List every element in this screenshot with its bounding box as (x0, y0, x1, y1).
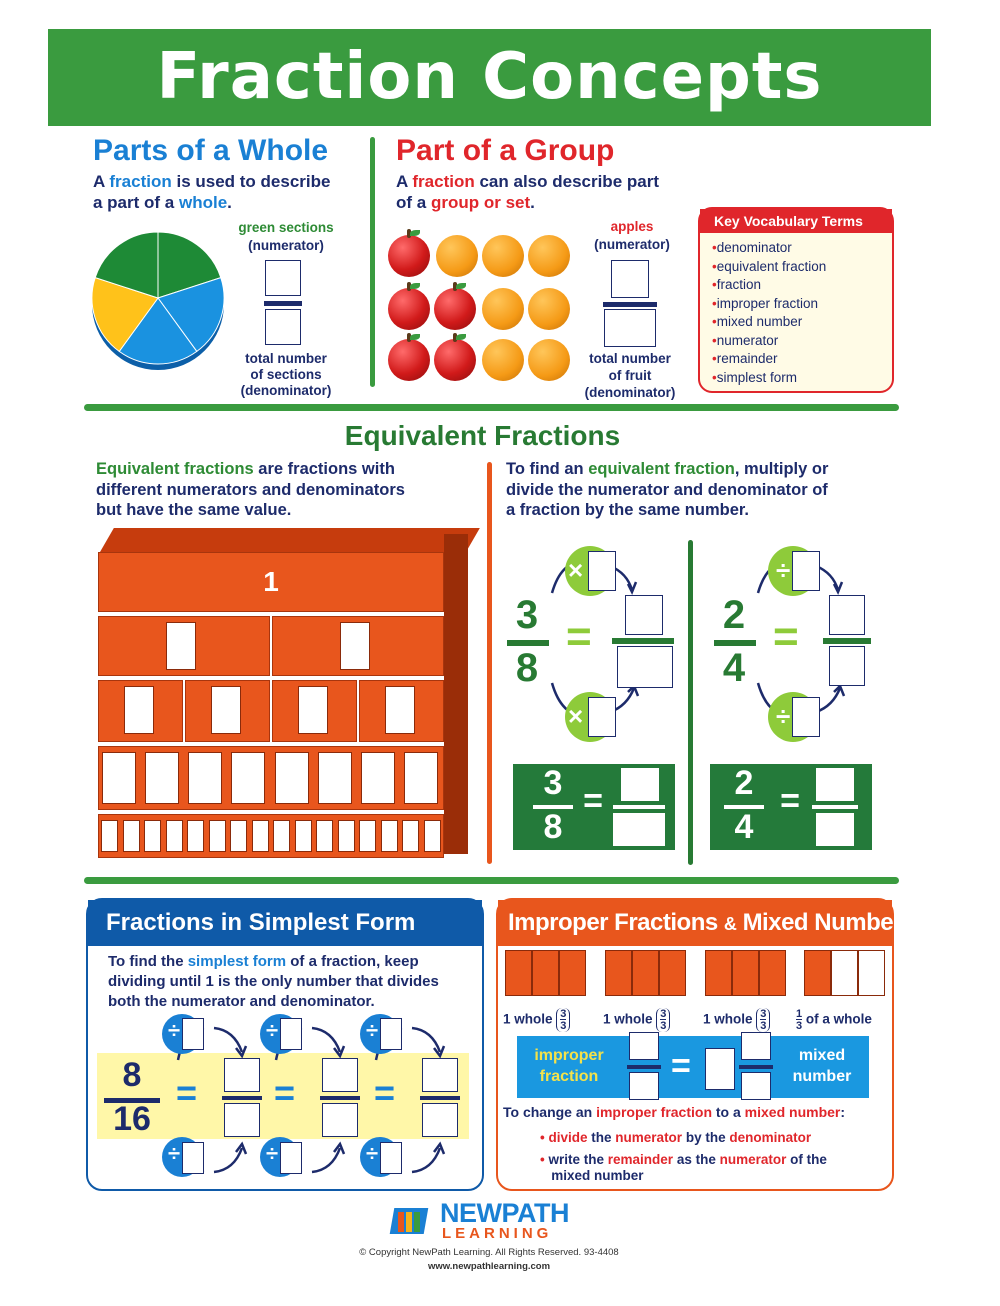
blank-box (792, 697, 820, 737)
example1-denominator: 8 (515, 646, 539, 690)
blank-box (588, 697, 616, 737)
blank-box (101, 820, 118, 852)
blank-box (322, 1058, 358, 1092)
group-description: A fraction can also describe part of a group or set. (396, 172, 659, 212)
bar-side-face (444, 534, 468, 854)
blank-box (102, 752, 136, 804)
bar-top-face (100, 528, 480, 552)
orange-icon (528, 288, 570, 330)
blank-box (359, 820, 376, 852)
newpath-logo-text: NEWPATH (440, 1198, 569, 1228)
answer-panel-2 (710, 764, 872, 850)
fraction-bar (613, 805, 665, 809)
vocab-item: • mixed number (712, 313, 892, 332)
fraction-bar (612, 638, 674, 644)
equals-sign: = (773, 612, 799, 661)
blank-box (280, 1142, 302, 1174)
vocabulary-heading: Key Vocabulary Terms (700, 209, 892, 233)
blank-box (629, 1032, 659, 1060)
fraction-bar (320, 1096, 360, 1100)
fruit-group (386, 231, 586, 381)
whole-numerator-label-1: green sections (238, 220, 334, 235)
blank-box (422, 1058, 458, 1092)
panel-numerator: 2 (734, 764, 754, 802)
blank-box (621, 768, 659, 801)
blank-box (144, 820, 161, 852)
third-section (605, 950, 632, 996)
blank-box (380, 1018, 402, 1050)
blank-box (617, 646, 673, 688)
simplest-heading: Fractions in Simplest Form (88, 900, 482, 946)
blank-box (741, 1072, 771, 1100)
whole-denominator-label: total number of sections (denominator) (240, 351, 332, 398)
blank-box (123, 820, 140, 852)
divide-icon: ÷ (768, 692, 818, 742)
answer-panel-1 (513, 764, 675, 850)
group-numerator-box (611, 260, 649, 298)
improper-to-mixed-panel (517, 1036, 869, 1098)
equals-sign: = (583, 782, 603, 820)
group-numerator-label-2: (numerator) (594, 237, 670, 252)
third-section (732, 950, 759, 996)
blank-box (298, 686, 328, 734)
panel-denominator: 8 (543, 808, 563, 846)
third-section (659, 950, 686, 996)
website: www.newpathlearning.com (427, 1261, 551, 1272)
multiply-icon: × (565, 546, 615, 596)
equals-sign: = (671, 1047, 691, 1085)
whole-heading: Parts of a Whole (93, 134, 329, 167)
blank-box (322, 1103, 358, 1137)
pie-chart (86, 224, 236, 374)
blank-box (273, 820, 290, 852)
one-whole-label: 1 whole $\frac{3}{3}$ (503, 1008, 570, 1032)
blank-box (816, 813, 854, 846)
third-section (532, 950, 559, 996)
orange-icon (482, 235, 524, 277)
orange-icon (482, 288, 524, 330)
vocab-item: • remainder (712, 350, 892, 369)
whole-numerator-box (265, 260, 301, 296)
whole-bar-label: 1 (263, 566, 279, 597)
blank-box (231, 752, 265, 804)
blank-box (182, 1018, 204, 1050)
blank-box (829, 646, 865, 686)
section-divider (84, 404, 899, 411)
blank-box (295, 820, 312, 852)
blank-box (424, 820, 441, 852)
blank-box (188, 752, 222, 804)
fraction-bar (264, 301, 302, 306)
vocab-item: • simplest form (712, 369, 892, 388)
divide-icon: ÷ (360, 1137, 400, 1177)
apple-icon (388, 339, 430, 381)
divide-icon: ÷ (360, 1014, 400, 1054)
blank-box (166, 820, 183, 852)
blank-box (124, 686, 154, 734)
equals-sign: = (176, 1072, 198, 1113)
blank-box (380, 1142, 402, 1174)
blank-box (625, 595, 663, 635)
simplest-numerator: 8 (122, 1056, 142, 1094)
blank-box (338, 820, 355, 852)
improper-fraction-label: improper fraction (534, 1047, 604, 1085)
group-heading: Part of a Group (396, 134, 615, 167)
whole-description: A fraction is used to describe a part of a whole. (93, 172, 331, 212)
equals-sign: = (374, 1072, 396, 1113)
vocabulary-box (698, 207, 894, 393)
blank-box (209, 820, 226, 852)
group-denominator-box (604, 309, 656, 347)
third-section (759, 950, 786, 996)
fraction-bar (812, 805, 858, 809)
blank-box (705, 1048, 735, 1090)
vocab-item: • denominator (712, 239, 892, 258)
third-section (831, 950, 858, 996)
panel-numerator: 3 (543, 764, 563, 802)
sixteenth-boxes (98, 818, 444, 854)
panel-denominator: 4 (734, 808, 754, 846)
simplest-denominator: 16 (113, 1100, 151, 1138)
newpath-logo-subtext: LEARNING (442, 1225, 553, 1242)
blank-box (741, 1032, 771, 1060)
improper-instruction: To change an improper fraction to a mixed number: (503, 1104, 846, 1120)
group-denominator-label: total number of fruit (denominator) (584, 351, 676, 400)
equals-sign: = (274, 1072, 296, 1113)
blank-box (613, 813, 665, 846)
third-section (804, 950, 831, 996)
apple-icon (388, 288, 430, 330)
whole-numerator-label-2: (numerator) (248, 238, 324, 253)
blank-box (230, 820, 247, 852)
blank-box (211, 686, 241, 734)
fraction-bar (420, 1096, 460, 1100)
divide-icon: ÷ (162, 1014, 202, 1054)
vocab-item: • improper fraction (712, 295, 892, 314)
mixed-number-label: mixed number (792, 1047, 852, 1085)
orange-icon (436, 235, 478, 277)
blank-box (224, 1058, 260, 1092)
third-section (858, 950, 885, 996)
fraction-bar (739, 1065, 773, 1069)
third-section (505, 950, 532, 996)
blank-box (187, 820, 204, 852)
section-divider (84, 877, 899, 884)
newpath-logo-icon (390, 1202, 432, 1238)
blank-box (316, 820, 333, 852)
blank-box (422, 1103, 458, 1137)
orange-icon (482, 339, 524, 381)
one-third-label: $\frac{1}{3}$ of a whole (796, 1008, 872, 1032)
fraction-bar-stack (94, 528, 469, 868)
copyright: © Copyright NewPath Learning. All Rights Reserved. 93-4408 (359, 1247, 619, 1258)
blank-box (402, 820, 419, 852)
fraction-bar (222, 1096, 262, 1100)
blank-box (252, 820, 269, 852)
blank-box (145, 752, 179, 804)
fraction-bar (627, 1065, 661, 1069)
vocab-item: • equivalent fraction (712, 258, 892, 277)
apple-icon (434, 339, 476, 381)
divider (688, 540, 693, 865)
page-title: Fraction Concepts (48, 29, 931, 126)
orange-icon (528, 235, 570, 277)
example2-numerator: 2 (722, 593, 746, 637)
example2-denominator: 4 (722, 646, 746, 690)
improper-heading: Improper Fractions & Mixed Numbers (498, 900, 892, 946)
improper-step-1: • divide the numerator by the denominator (540, 1130, 812, 1145)
fraction-bar (823, 638, 871, 644)
blank-box (816, 768, 854, 801)
equivalent-right-text: To find an equivalent fraction, multiply or divide the numerator and denominator of a fraction by the same number. (506, 460, 829, 519)
blank-box (381, 820, 398, 852)
divide-icon: ÷ (768, 546, 818, 596)
blank-box (275, 752, 309, 804)
blank-box (318, 752, 352, 804)
improper-step-2: • write the remainder as the numerator of the mixed number (540, 1152, 827, 1183)
blank-box (340, 622, 370, 670)
simplest-description: To find the simplest form of a fraction, keep dividing until 1 is the only number that divides both the numerator and denominator. (108, 953, 439, 1010)
fraction-bar (603, 302, 657, 307)
third-section (559, 950, 586, 996)
whole-denominator-box (265, 309, 301, 345)
group-numerator-label-1: apples (610, 219, 654, 234)
blank-box (361, 752, 395, 804)
blank-box (792, 551, 820, 591)
apple-icon (434, 288, 476, 330)
blank-box (224, 1103, 260, 1137)
divider (370, 137, 375, 387)
blank-box (385, 686, 415, 734)
divide-icon: ÷ (260, 1137, 300, 1177)
divide-icon: ÷ (162, 1137, 202, 1177)
vocab-item: • fraction (712, 276, 892, 295)
blank-box (588, 551, 616, 591)
one-whole-label: 1 whole $\frac{3}{3}$ (703, 1008, 770, 1032)
third-section (632, 950, 659, 996)
orange-icon (528, 339, 570, 381)
blank-box (280, 1018, 302, 1050)
blank-box (404, 752, 438, 804)
blank-box (829, 595, 865, 635)
blank-box (166, 622, 196, 670)
blank-box (182, 1142, 204, 1174)
vocabulary-list (700, 233, 892, 387)
multiply-icon: × (565, 692, 615, 742)
one-whole-label: 1 whole $\frac{3}{3}$ (603, 1008, 670, 1032)
equals-sign: = (566, 612, 592, 661)
blank-box (629, 1072, 659, 1100)
divider (487, 462, 492, 864)
equals-sign: = (780, 782, 800, 820)
divide-icon: ÷ (260, 1014, 300, 1054)
vocab-item: • numerator (712, 332, 892, 351)
equivalent-left-text: Equivalent fractions are fractions with different numerators and denominators but have the same value. (96, 460, 405, 519)
example1-numerator: 3 (515, 593, 539, 637)
third-section (705, 950, 732, 996)
equivalent-heading: Equivalent Fractions (344, 420, 621, 451)
apple-icon (388, 235, 430, 277)
